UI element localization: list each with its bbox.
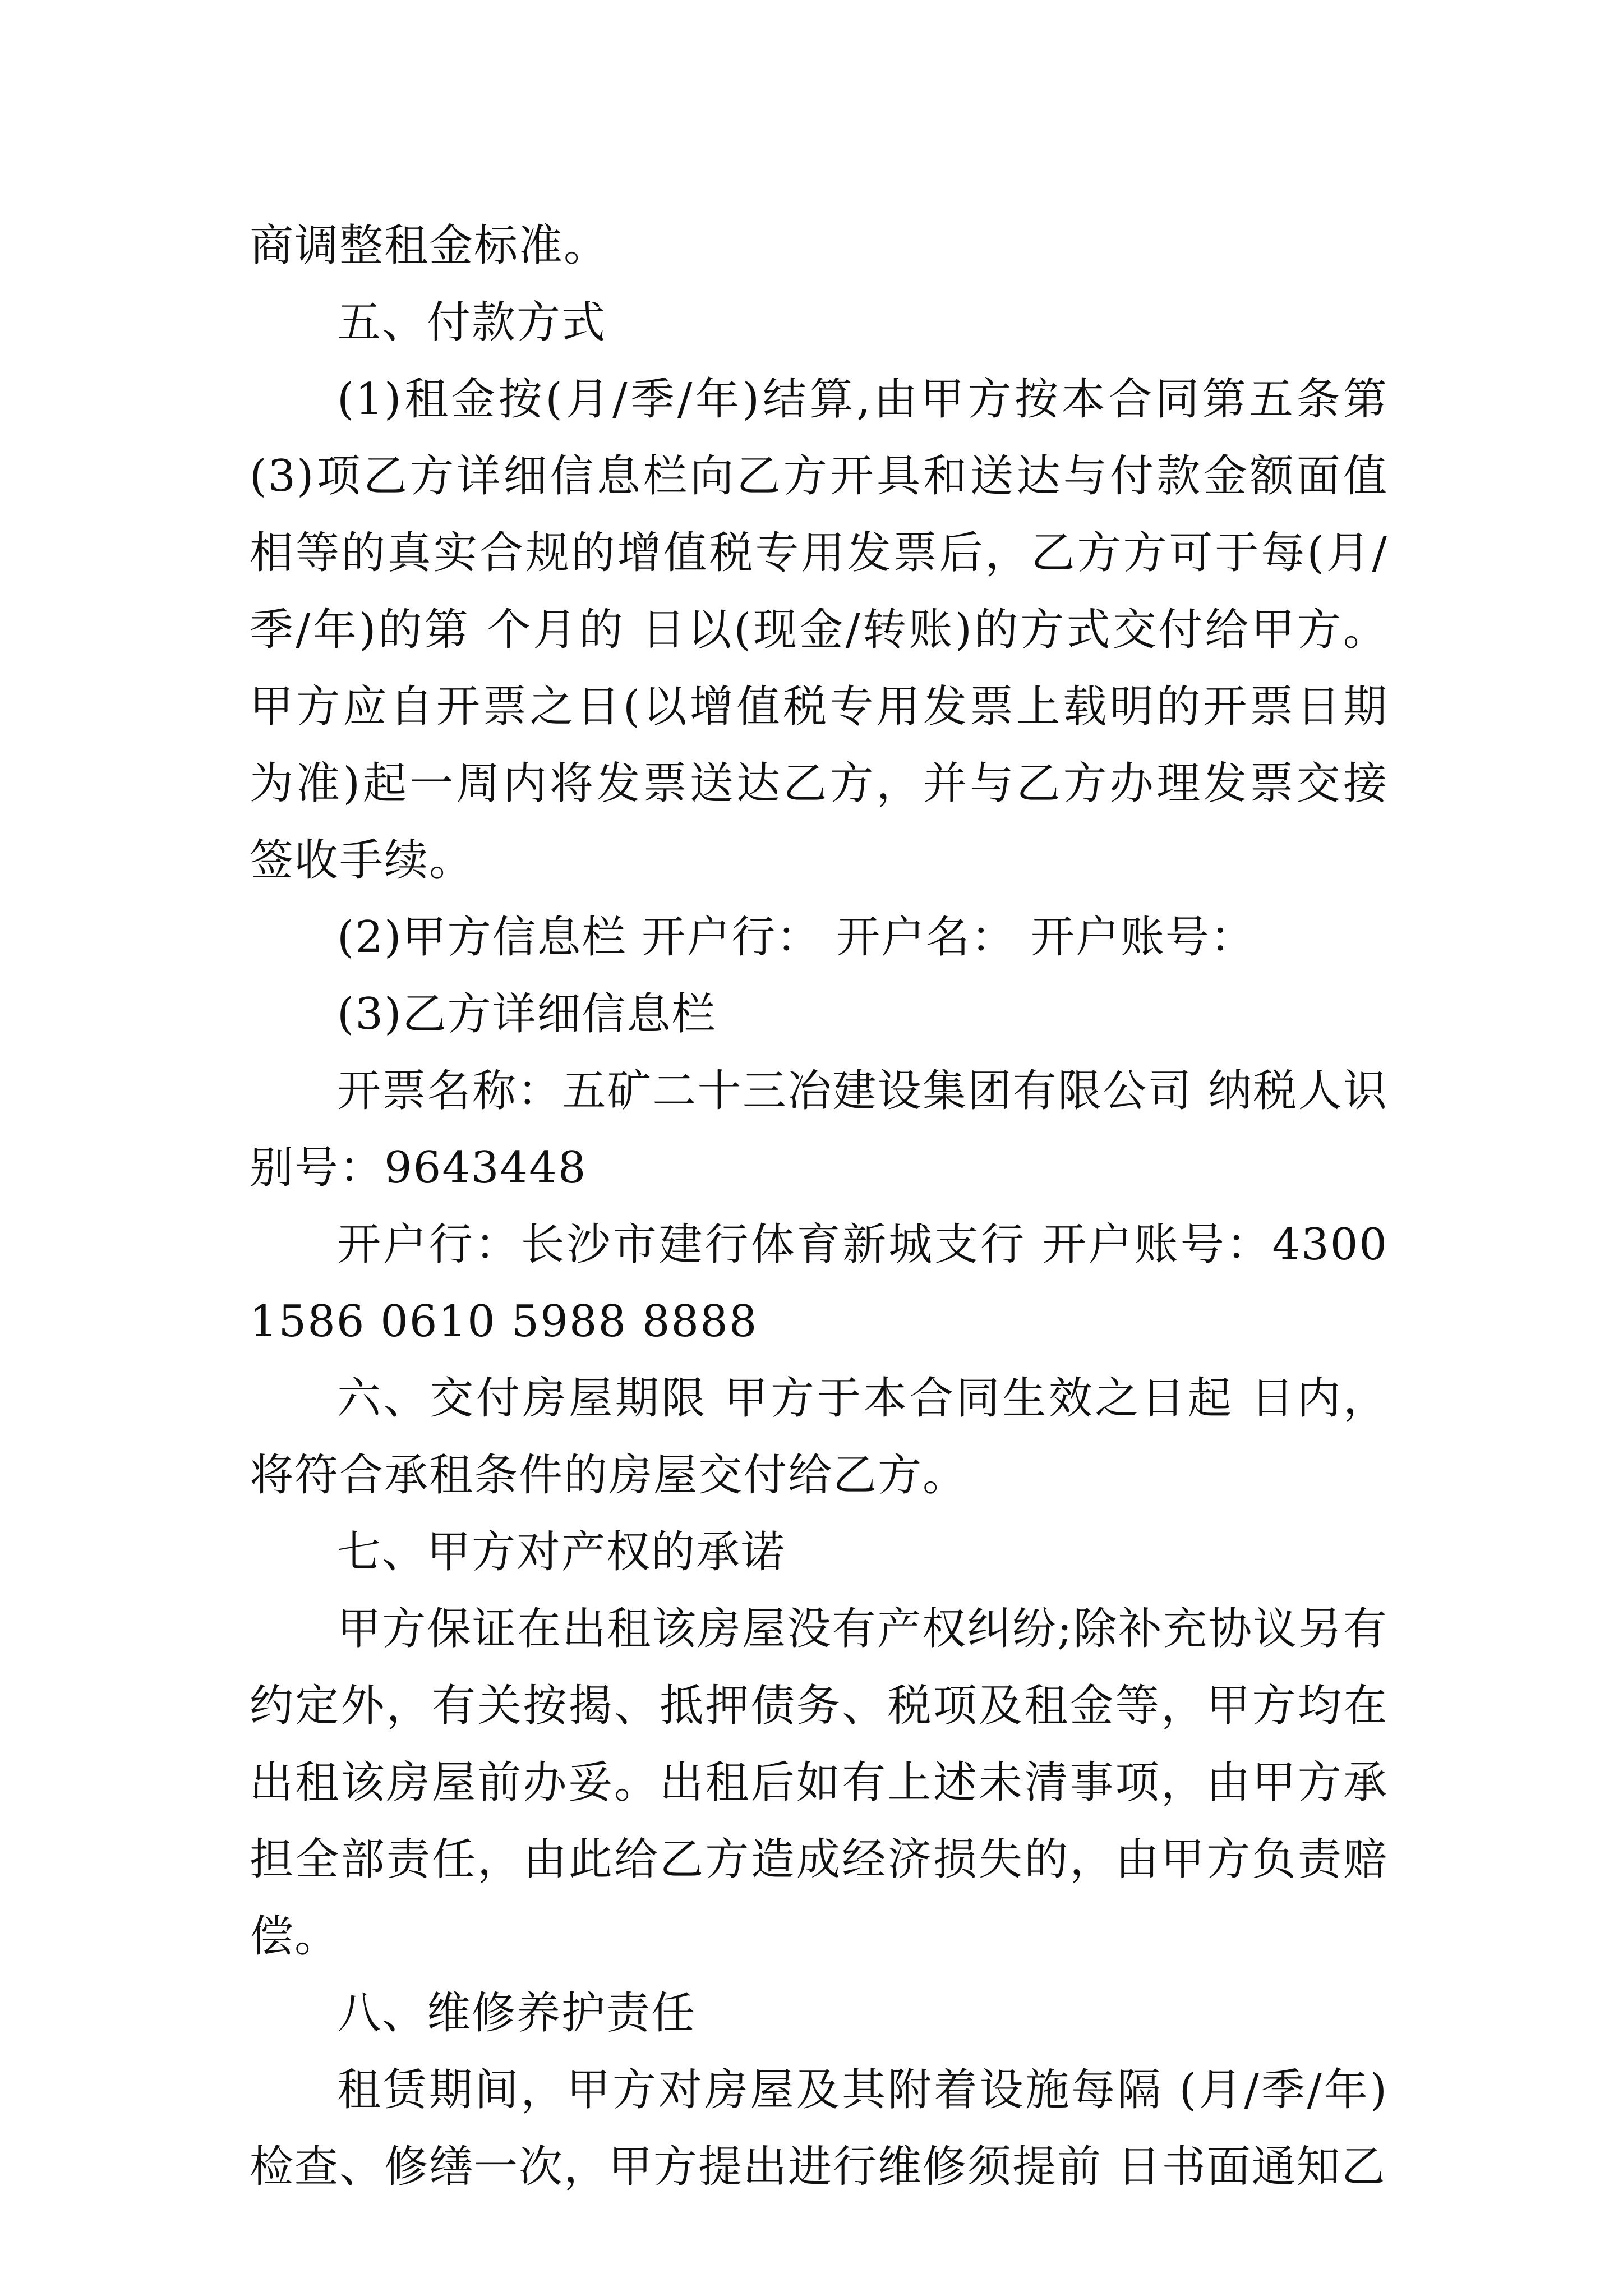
- heading-property-rights: 七、甲方对产权的承诺: [337, 1527, 786, 1577]
- paragraph-party-b-info-heading: (3)乙方详细信息栏: [337, 989, 717, 1039]
- paragraph-rent-adjustment-tail: 商调整租金标准。: [250, 220, 609, 271]
- paragraph-maintenance: 租赁期间，甲方对房屋及其附着设施每隔 (月/季/年)检查、修缮一次，甲方提出进行维修须提前 日书面通知乙: [250, 2065, 1388, 2192]
- paragraph-property-rights: 甲方保证在出租该房屋没有产权纠纷;除补充协议另有约定外，有关按揭、抵押债务、税项及租金等，甲方均在出租该房屋前办妥。出租后如有上述未清事项，由甲方承担全部责任，由此给乙方造成经济损失的，由甲方负责赔偿。: [250, 1604, 1388, 1962]
- paragraph-delivery-period: 六、交付房屋期限 甲方于本合同生效之日起 日内，将符合承租条件的房屋交付给乙方。: [250, 1373, 1388, 1501]
- heading-payment-method: 五、付款方式: [337, 297, 607, 348]
- heading-maintenance: 八、维修养护责任: [337, 1988, 697, 2039]
- paragraph-bank-account: 开户行：长沙市建行体育新城支行 开户账号：4300 1586 0610 5988 8888: [250, 1220, 1388, 1347]
- paragraph-party-a-info: (2)甲方信息栏 开户行： 开户名： 开户账号：: [337, 912, 1255, 963]
- paragraph-invoice-name: 开票名称：五矿二十三冶建设集团有限公司 纳税人识别号：9643448: [250, 1066, 1388, 1193]
- document-body: [250, 208, 1388, 2206]
- paragraph-payment-terms: (1)租金按(月/季/年)结算,由甲方按本合同第五条第(3)项乙方详细信息栏向乙方开具和送达与付款金额面值相等的真实合规的增值税专用发票后，乙方方可于每(月/季/年)的第 个月的 日以(现金/转账)的方式交付给甲方。 甲方应自开票之日(以增值税专用发票上载明的开票日期为准)起一周内将发票送达乙方，并与乙方办理发票交接签收手续。: [250, 374, 1388, 886]
